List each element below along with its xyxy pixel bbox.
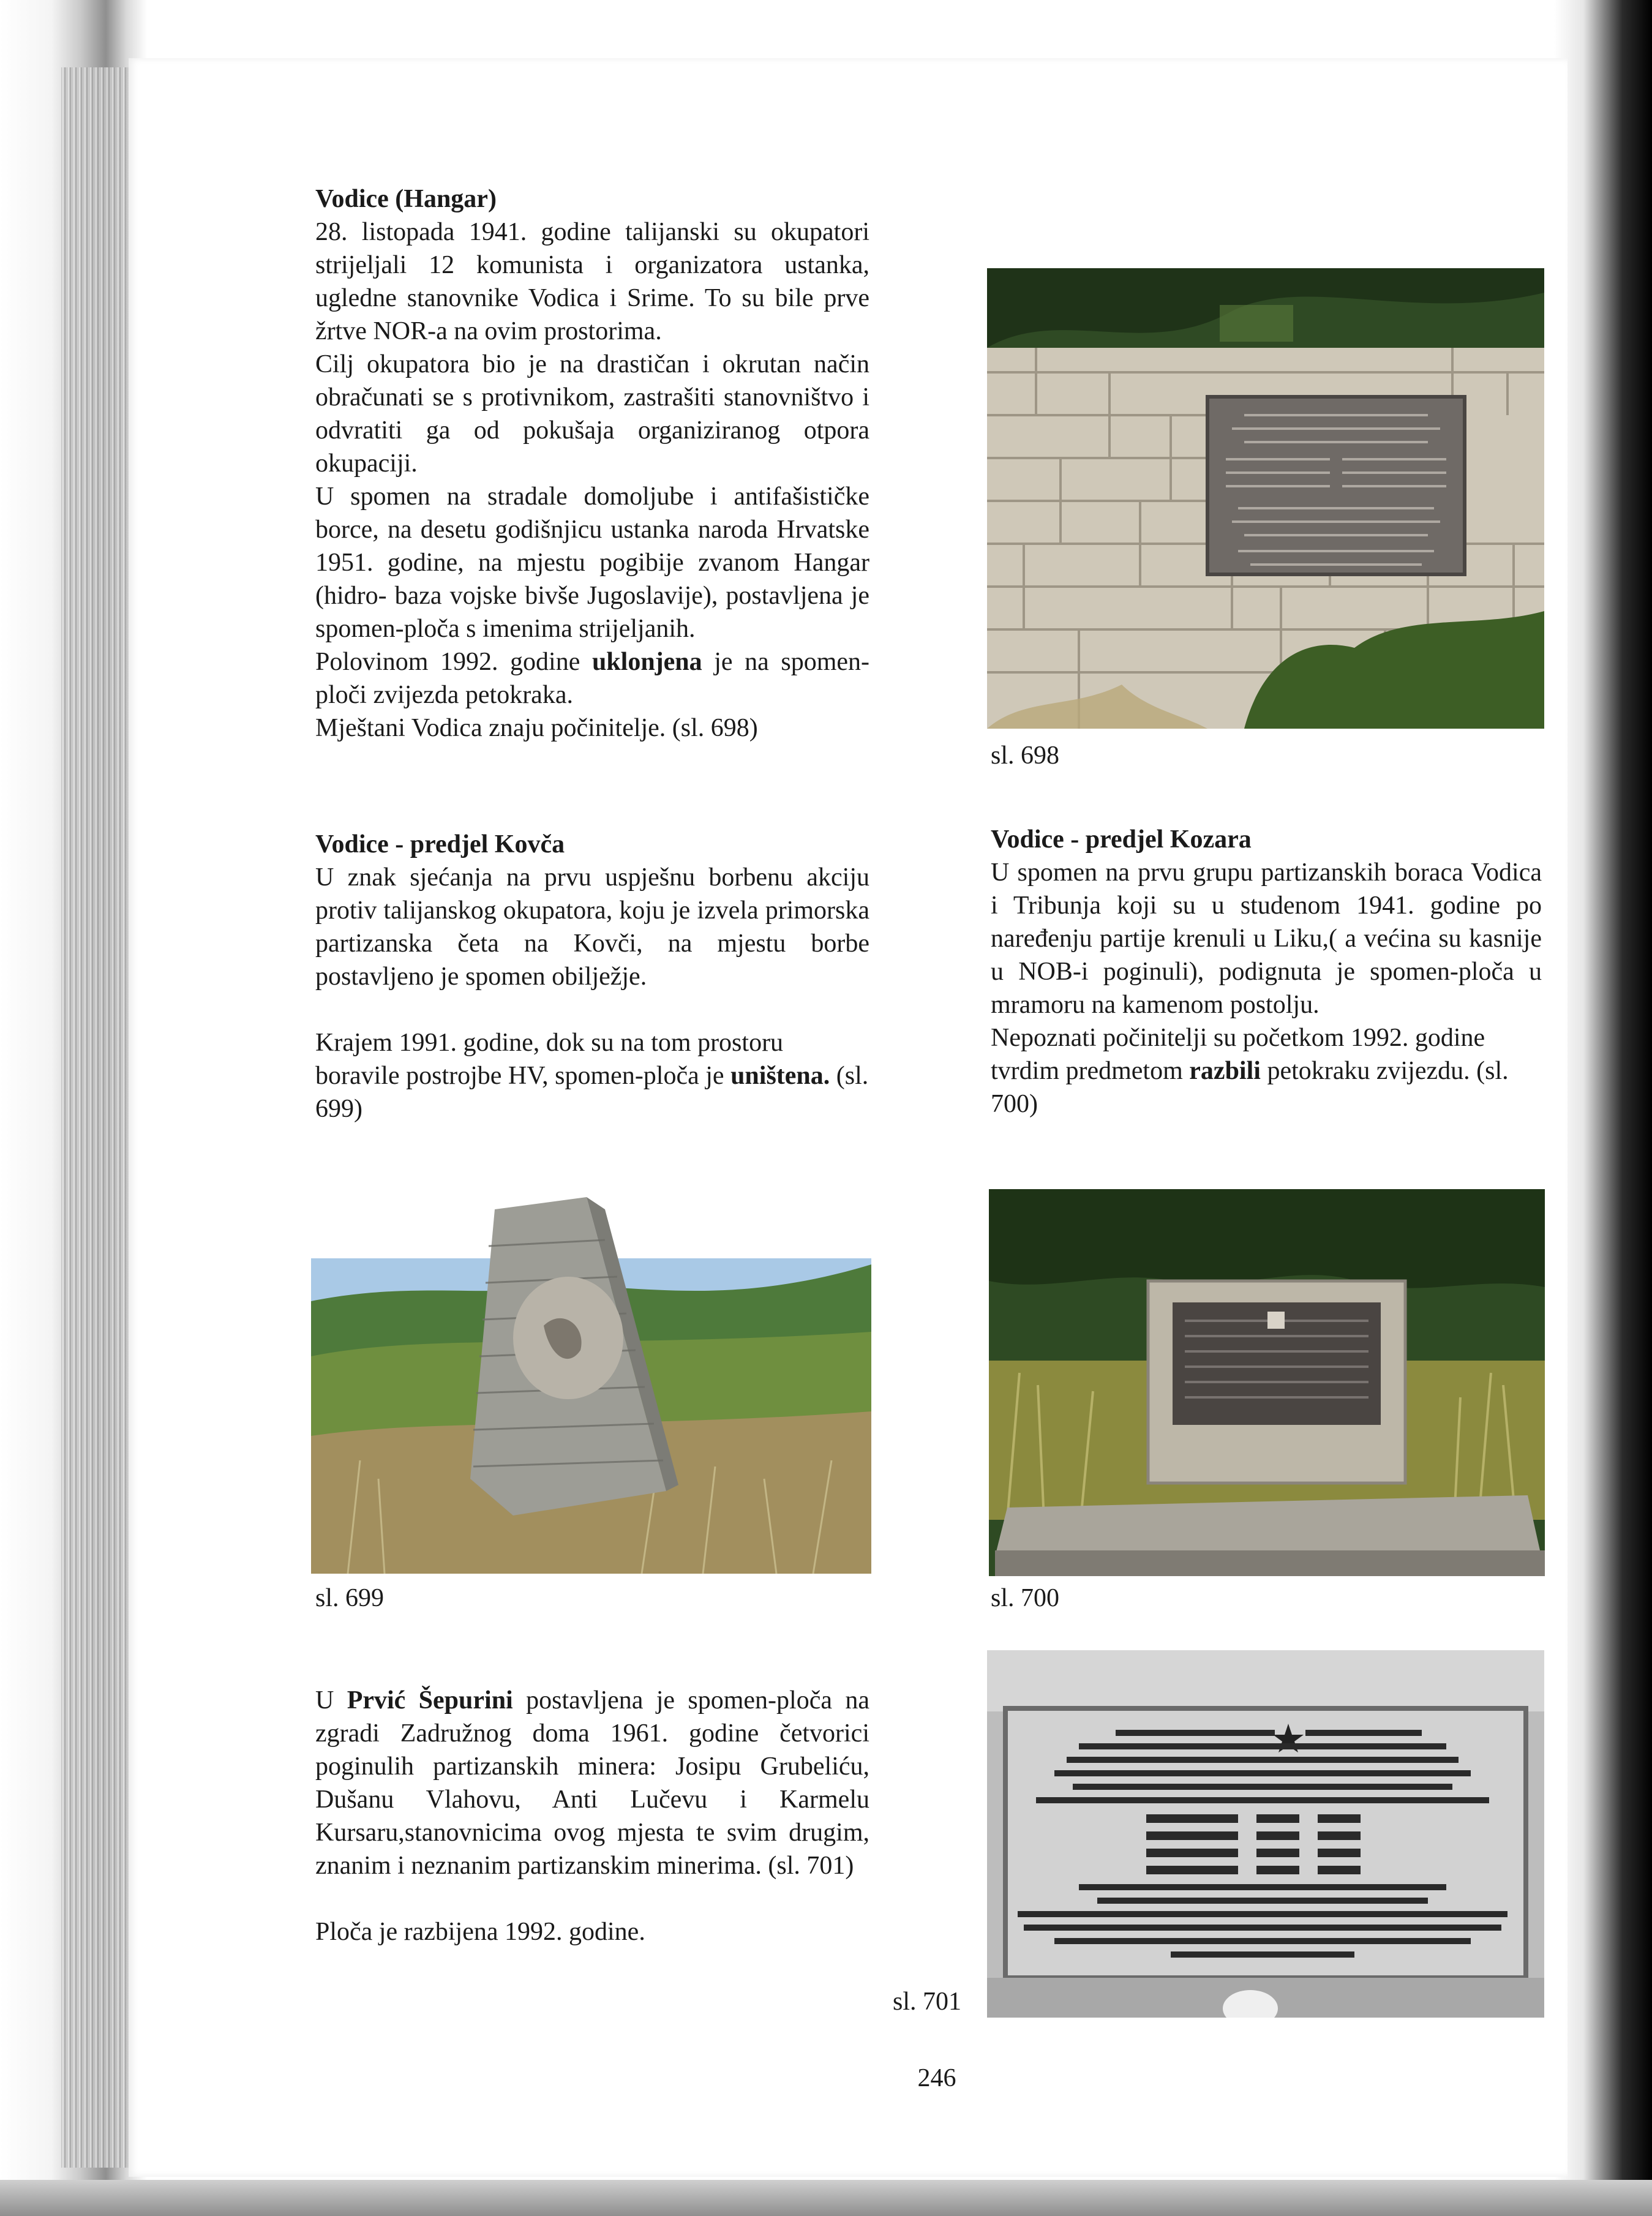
photo-kozara-monument xyxy=(989,1189,1545,1576)
paragraph-text: (sl. 699) xyxy=(315,1062,869,1123)
paragraph: Cilj okupatora bio je na drastičan i okrutan način obračunati se s protivnikom, zastrašiti stanovništvo i odvratiti ga od pokušaja organiziranog otpora okupaciji. xyxy=(315,350,869,478)
caption-701: sl. 701 xyxy=(893,1988,962,2016)
caption-699: sl. 699 xyxy=(315,1584,385,1612)
paragraph-text: Krajem 1991. godine, dok su na tom prostoru boravile postrojbe HV, spomen-ploča je xyxy=(315,1029,784,1090)
paragraph: Ploča je razbijena 1992. godine. xyxy=(315,1918,645,1946)
paragraph-text: U xyxy=(315,1686,334,1715)
caption-698: sl. 698 xyxy=(991,742,1060,770)
paragraph xyxy=(315,1026,869,1125)
paragraph-text: postavljena je spomen-ploča na zgradi Zadružnog doma 1961. godine četvorici poginulih partizanskih minera: Josipu Grubeliću, Dušanu Vlahovu, Anti Lučevu i Karmelu Kursaru,stanovnicima ovog mjesta te svim drugim, znanim i neznanim partizanskim minerima. (sl. 701) xyxy=(315,1686,869,1880)
paragraph-text: je na spomen-ploči zvijezda petokraka. xyxy=(315,648,870,709)
section-prvic xyxy=(315,1684,869,1948)
paragraph: U spomen na prvu grupu partizanskih boraca Vodica i Tribunja koji su u studenom 1941. godine po naređenju partije krenuli u Liku,( a većina su kasnije u NOB-i poginuli), podignuta je spomen-ploča u mramoru na kamenom postolju. xyxy=(991,858,1542,1019)
photo-kovca-monument xyxy=(311,1173,871,1574)
paragraph-text: Nepoznati počinitelji su početkom 1992. godine tvrdim predmetom xyxy=(991,1024,1485,1085)
paragraph: U spomen na stradale domoljube i antifašističke borce, na desetu godišnjicu ustanka naroda Hrvatske 1951. godine, na mjestu pogibije zvanom Hangar (hidro- baza vojske bivše Jugoslavije), postavljena je spomen-ploča s imenima strijeljanih. xyxy=(315,483,869,643)
scan-background-bottom xyxy=(0,2180,1652,2216)
paragraph xyxy=(991,1021,1542,1121)
photo-hangar-memorial xyxy=(987,268,1544,729)
paragraph-text: petokraku zvijezdu. (sl. 700) xyxy=(991,1057,1509,1118)
section-kozara xyxy=(991,823,1542,1121)
paragraph: Mještani Vodica znaju počinitelje. (sl. 698) xyxy=(315,714,758,742)
emphasis: uklonjena xyxy=(591,648,702,676)
photo-prvic-plaque xyxy=(987,1650,1544,2018)
emphasis: uništena. xyxy=(730,1062,830,1090)
section-kovca xyxy=(315,828,869,1125)
book-page-edges xyxy=(61,67,129,2168)
paragraph: 28. listopada 1941. godine talijanski su okupatori strijeljali 12 komunista i organizatora ustanka, ugledne stanovnike Vodica i Srime. To su bile prve žrtve NOR-a na ovim prostorima. xyxy=(315,218,869,345)
emphasis: razbili xyxy=(1189,1057,1261,1085)
emphasis: Prvić Šepurini xyxy=(347,1686,513,1715)
section-title: Vodice - predjel Kovča xyxy=(315,830,565,858)
section-title: Vodice (Hangar) xyxy=(315,185,497,213)
section-title: Vodice - predjel Kozara xyxy=(991,825,1252,854)
spacer xyxy=(315,993,869,1026)
paragraph-text: Polovinom 1992. godine xyxy=(315,648,580,676)
scan-background-right xyxy=(1554,0,1652,2216)
paragraph xyxy=(315,1684,869,1882)
caption-700: sl. 700 xyxy=(991,1584,1060,1612)
paragraph: U znak sjećanja na prvu uspješnu borbenu akciju protiv talijanskog okupatora, koju je izvela primorska partizanska četa na Kovči, na mjestu borbe postavljeno je spomen obilježje. xyxy=(315,863,869,991)
scan-background-top xyxy=(0,0,1652,61)
spacer xyxy=(315,1882,869,1915)
paragraph xyxy=(315,645,869,712)
section-hangar xyxy=(315,182,869,745)
page-number: 246 xyxy=(917,2064,956,2092)
